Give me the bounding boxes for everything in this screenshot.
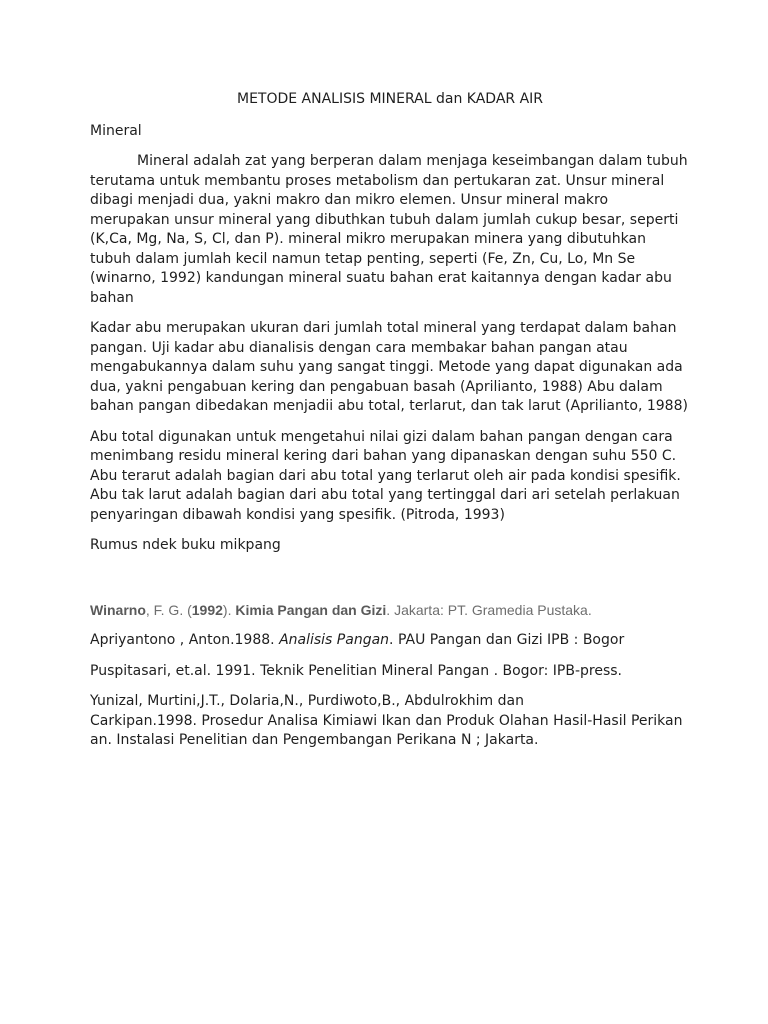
ref-author: Winarno (90, 601, 146, 618)
ref-author-year: Apriyantono , Anton.1988. (90, 632, 280, 648)
reference-winarno (90, 601, 690, 621)
ref-details: Carkipan.1998. Prosedur Analisa Kimiawi Ikan dan Produk Olahan Hasil-Hasil Perikanan. Instalasi Penelitian dan Pengembangan Perikana N ; Jakarta. (90, 712, 683, 748)
reference-puspitasari: Puspitasari, et.al. 1991. Teknik Penelitian Mineral Pangan . Bogor: IPB-press. (90, 662, 622, 679)
section-heading: Mineral (90, 122, 142, 139)
reference-yunizal (90, 692, 690, 751)
spacer (90, 567, 690, 601)
ref-sep: ). (222, 601, 236, 618)
document-page (90, 90, 690, 762)
ref-authors-line: Yunizal, Murtini,J.T., Dolaria,N., Purdiwoto,B., Abdulrokhim dan (90, 693, 524, 709)
paragraph-abu-total: Abu total digunakan untuk mengetahui nilai gizi dalam bahan pangan dengan cara menimbang residu mineral kering dari bahan yang dipanaskan dengan suhu 550 C. Abu terarut adalah bagian dari abu total yang terlarut oleh air pada kondisi spesifik. Abu tak larut adalah bagian dari abu total yang tertinggal dari ari setelah perlakuan penyaringan dibawah kondisi yang spesifik. (Pitroda, 1993) (90, 428, 681, 523)
ref-publisher: . Jakarta: PT. Gramedia Pustaka. (386, 601, 592, 618)
document-title: METODE ANALISIS MINERAL dan KADAR AIR (236, 91, 544, 107)
paragraph-rumus: Rumus ndek buku mikpang (90, 537, 281, 553)
ref-book-title: Analisis Pangan (279, 632, 390, 648)
reference-apriyantono (90, 631, 690, 651)
paragraph-mineral: Mineral adalah zat yang berperan dalam menjaga keseimbangan dalam tubuh terutama untuk membantu proses metabolism dan pertukaran zat. Unsur mineral dibagi menjadi dua, yakni makro dan mikro elemen. Unsur mineral makro merupakan unsur mineral yang dibuthkan tubuh dalam jumlah cukup besar, seperti (K,Ca, Mg, Na, S, Cl, dan P). mineral mikro merupakan minera yang dibutuhkan tubuh dalam jumlah kecil namun tetap penting, seperti (Fe, Zn, Cu, Lo, Mn Se (winarno, 1992) kandungan mineral suatu bahan erat kaitannya dengan kadar abu bahan (90, 153, 688, 306)
ref-publisher: . PAU Pangan dan Gizi IPB : Bogor (389, 632, 625, 648)
ref-initials: , F. G. ( (145, 601, 192, 618)
ref-book-title: Kimia Pangan dan Gizi (235, 601, 387, 618)
ref-year: 1992 (191, 601, 223, 618)
paragraph-kadar-abu: Kadar abu merupakan ukuran dari jumlah total mineral yang terdapat dalam bahan pangan. Uji kadar abu dianalisis dengan cara membakar bahan pangan atau mengabukannya dalam suhu yang sangat tinggi. Metode yang dapat digunakan ada dua, yakni pengabuan kering dan pengabuan basah (Aprilianto, 1988) Abu dalam bahan pangan dibedakan menjadii abu total, terlarut, dan tak larut (Aprilianto, 1988) (90, 320, 688, 414)
